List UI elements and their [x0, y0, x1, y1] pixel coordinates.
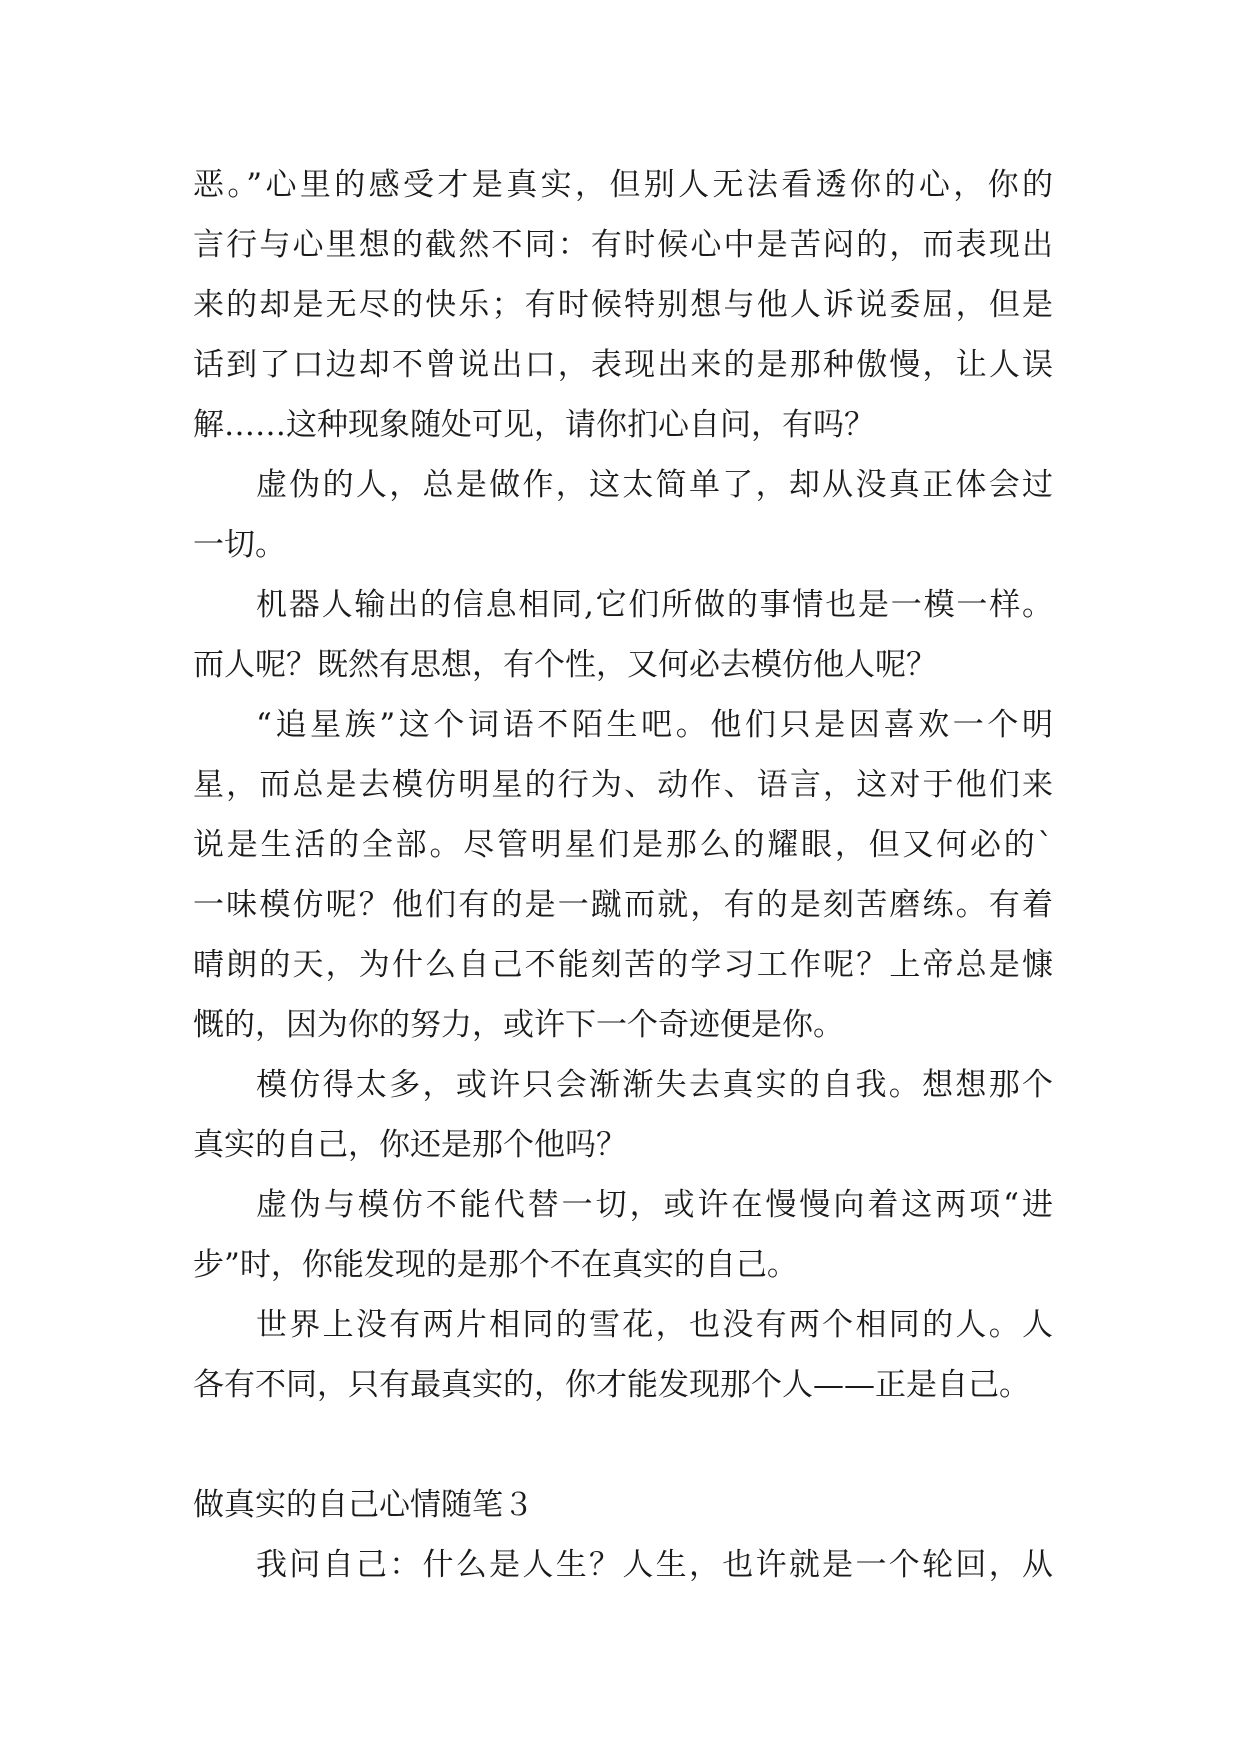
text-line: 一味模仿呢？他们有的是一蹴而就，有的是刻苦磨练。有着: [193, 887, 1053, 923]
text-line: 各有不同，只有最真实的，你才能发现那个人——正是自己。: [193, 1367, 1030, 1403]
text-line: “追星族”这个词语不陌生吧。他们只是因喜欢一个明: [256, 707, 1053, 743]
text-line: 说是生活的全部。尽管明星们是那么的耀眼，但又何必的`: [193, 827, 1053, 863]
text-line: 来的却是无尽的快乐；有时候特别想与他人诉说委屈，但是: [193, 287, 1053, 323]
text-line: 模仿得太多，或许只会渐渐失去真实的自我。想想那个: [256, 1067, 1053, 1103]
text-line: 真实的自己，你还是那个他吗？: [193, 1127, 627, 1163]
text-line: 步”时，你能发现的是那个不在真实的自己。: [193, 1247, 798, 1283]
text-line: 解……这种现象随处可见，请你扪心自问，有吗？: [193, 407, 875, 443]
text-line: 晴朗的天，为什么自己不能刻苦的学习工作呢？上帝总是慷: [193, 947, 1053, 983]
text-line: 慨的，因为你的努力，或许下一个奇迹便是你。: [193, 1007, 844, 1043]
text-line: 世界上没有两片相同的雪花，也没有两个相同的人。人: [256, 1307, 1053, 1343]
text-line: 虚伪与模仿不能代替一切，或许在慢慢向着这两项“进: [256, 1187, 1053, 1223]
text-line: 虚伪的人，总是做作，这太简单了，却从没真正体会过: [256, 467, 1053, 503]
text-line: 一切。: [193, 527, 286, 563]
text-line: 言行与心里想的截然不同：有时候心中是苦闷的，而表现出: [193, 227, 1053, 263]
text-line: 机器人输出的信息相同,它们所做的事情也是一模一样。: [256, 587, 1053, 623]
text-line: 恶。”心里的感受才是真实，但别人无法看透你的心，你的: [193, 167, 1053, 203]
text-line: 而人呢？既然有思想，有个性，又何必去模仿他人呢？: [193, 647, 937, 683]
section-heading: 做真实的自己心情随笔３: [193, 1487, 534, 1523]
text-line: 星，而总是去模仿明星的行为、动作、语言，这对于他们来: [193, 767, 1053, 803]
text-line: 话到了口边却不曾说出口，表现出来的是那种傲慢，让人误: [193, 347, 1053, 383]
text-line: 我问自己：什么是人生？人生，也许就是一个轮回，从: [256, 1547, 1053, 1583]
